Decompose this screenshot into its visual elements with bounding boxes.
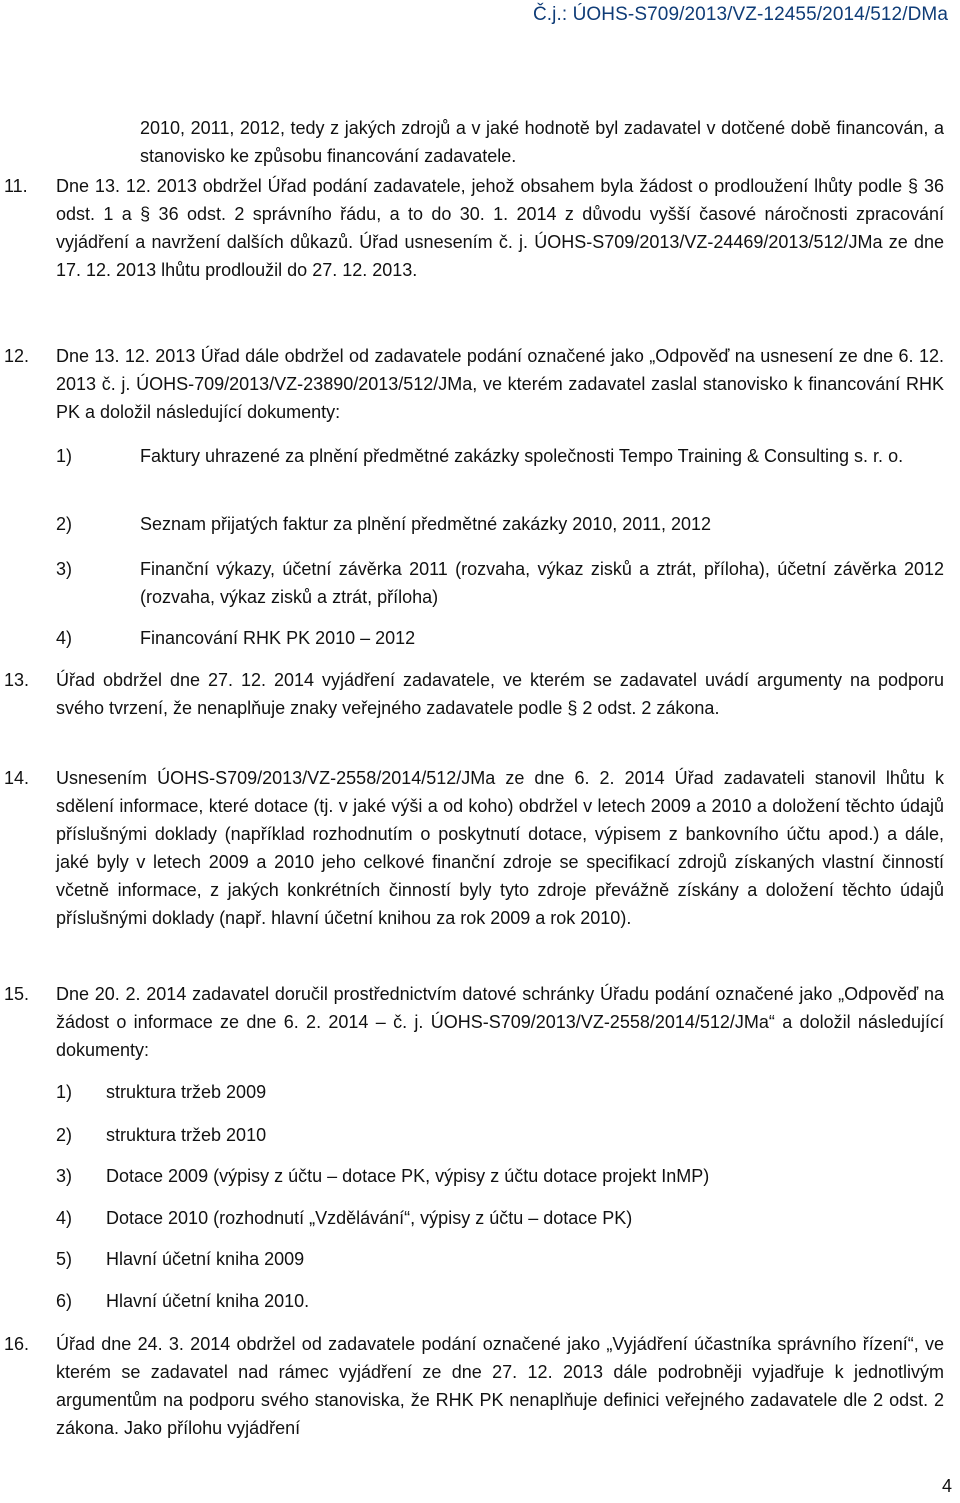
list-item-number: 1) [56, 446, 73, 466]
paragraph-number-11: 11. [4, 176, 28, 196]
list-item: Dotace 2010 (rozhodnutí „Vzdělávání“, výpisy z účtu – dotace PK) [106, 1208, 633, 1228]
paragraph-10-continuation: 2010, 2011, 2012, tedy z jakých zdrojů a v jaké hodnotě byl zadavatel v dotčené době financován, a stanovisko ke způsobu financování zadavatele. [140, 118, 944, 166]
list-item: struktura tržeb 2010 [106, 1125, 267, 1145]
list-item: Hlavní účetní kniha 2010. [106, 1291, 310, 1311]
list-item: Seznam přijatých faktur za plnění předmětné zakázky 2010, 2011, 2012 [140, 514, 712, 534]
list-item: struktura tržeb 2009 [106, 1082, 267, 1102]
paragraph-number-12: 12. [4, 346, 30, 366]
paragraph-number-16: 16. [4, 1334, 30, 1354]
paragraph-number-13: 13. [4, 670, 30, 690]
paragraph-15: Dne 20. 2. 2014 zadavatel doručil prostřednictvím datové schránky Úřadu podání označené jako „Odpověď na žádost o informace ze dne 6. 2. 2014 – č. j. ÚOHS-S709/2013/VZ-2558/2014/512/JMa“ a doložil následující dokumenty: [56, 984, 944, 1060]
page-number: 4 [941, 1476, 952, 1496]
list-item-number: 2) [56, 1125, 73, 1145]
list-item-number: 2) [56, 514, 73, 534]
paragraph-number-14: 14. [4, 768, 30, 788]
list-item: Finanční výkazy, účetní závěrka 2011 (rozvaha, výkaz zisků a ztrát, příloha), účetní závěrka 2012 (rozvaha, výkaz zisků a ztrát, příloha) [140, 559, 944, 607]
reference-header: Č.j.: ÚOHS-S709/2013/VZ-12455/2014/512/DMa [532, 4, 948, 25]
list-item: Faktury uhrazené za plnění předmětné zakázky společnosti Tempo Training & Consulting s. r. o. [140, 446, 904, 466]
list-item-number: 1) [56, 1082, 73, 1102]
list-item-number: 6) [56, 1291, 73, 1311]
paragraph-14: Usnesením ÚOHS-S709/2013/VZ-2558/2014/512/JMa ze dne 6. 2. 2014 Úřad zadavateli stanovil lhůtu k sdělení informace, které dotace (tj. v jaké výši a od koho) obdržel v letech 2009 a 2010 a doložení těchto údajů příslušnými doklady (například rozhodnutím o poskytnutí dotace, výpisem z bankovního účtu apod.) a dále, jaké byly v letech 2009 a 2010 jeho celkové finanční zdroje se specifikací zdrojů získaných vlastní činností včetně informace, z jakých konkrétních činností byly tyto zdroje převážně získány a doložení těchto údajů příslušnými doklady (např. hlavní účetní knihou za rok 2009 a rok 2010). [56, 768, 944, 928]
paragraph-16: Úřad dne 24. 3. 2014 obdržel od zadavatele podání označené jako „Vyjádření účastníka správního řízení“, ve kterém se zadavatel nad rámec vyjádření ze dne 27. 12. 2013 dále podrobněji vyjadřuje k jednotlivým argumentům na podporu svého stanoviska, že RHK PK nenaplňuje definici veřejného zadavatele dle 2 odst. 2 zákona. Jako přílohu vyjádření [56, 1334, 944, 1438]
list-item-number: 5) [56, 1249, 73, 1269]
list-item-number: 4) [56, 1208, 73, 1228]
paragraph-13: Úřad obdržel dne 27. 12. 2014 vyjádření zadavatele, ve kterém se zadavatel uvádí argumenty na podporu svého tvrzení, že nenaplňuje znaky veřejného zadavatele podle § 2 odst. 2 zákona. [56, 670, 944, 718]
list-item: Dotace 2009 (výpisy z účtu – dotace PK, výpisy z účtu dotace projekt InMP) [106, 1166, 710, 1186]
list-item-number: 3) [56, 559, 73, 579]
list-item-number: 4) [56, 628, 73, 648]
list-item-number: 3) [56, 1166, 73, 1186]
list-item: Financování RHK PK 2010 – 2012 [140, 628, 416, 648]
paragraph-number-15: 15. [4, 984, 30, 1004]
paragraph-11: Dne 13. 12. 2013 obdržel Úřad podání zadavatele, jehož obsahem byla žádost o prodloužení lhůty podle § 36 odst. 1 a § 36 odst. 2 správního řádu, a to do 30. 1. 2014 z důvodu vyšší časové náročnosti zpracování vyjádření a navržení dalších důkazů. Úřad usnesením č. j. ÚOHS-S709/2013/VZ-24469/2013/512/JMa ze dne 17. 12. 2013 lhůtu prodloužil do 27. 12. 2013. [56, 176, 944, 280]
paragraph-12: Dne 13. 12. 2013 Úřad dále obdržel od zadavatele podání označené jako „Odpověď na usnesení ze dne 6. 12. 2013 č. j. ÚOHS-709/2013/VZ-23890/2013/512/JMa, ve kterém zadavatel zaslal stanovisko k financování RHK PK a doložil následující dokumenty: [56, 346, 944, 422]
list-item: Hlavní účetní kniha 2009 [106, 1249, 305, 1269]
